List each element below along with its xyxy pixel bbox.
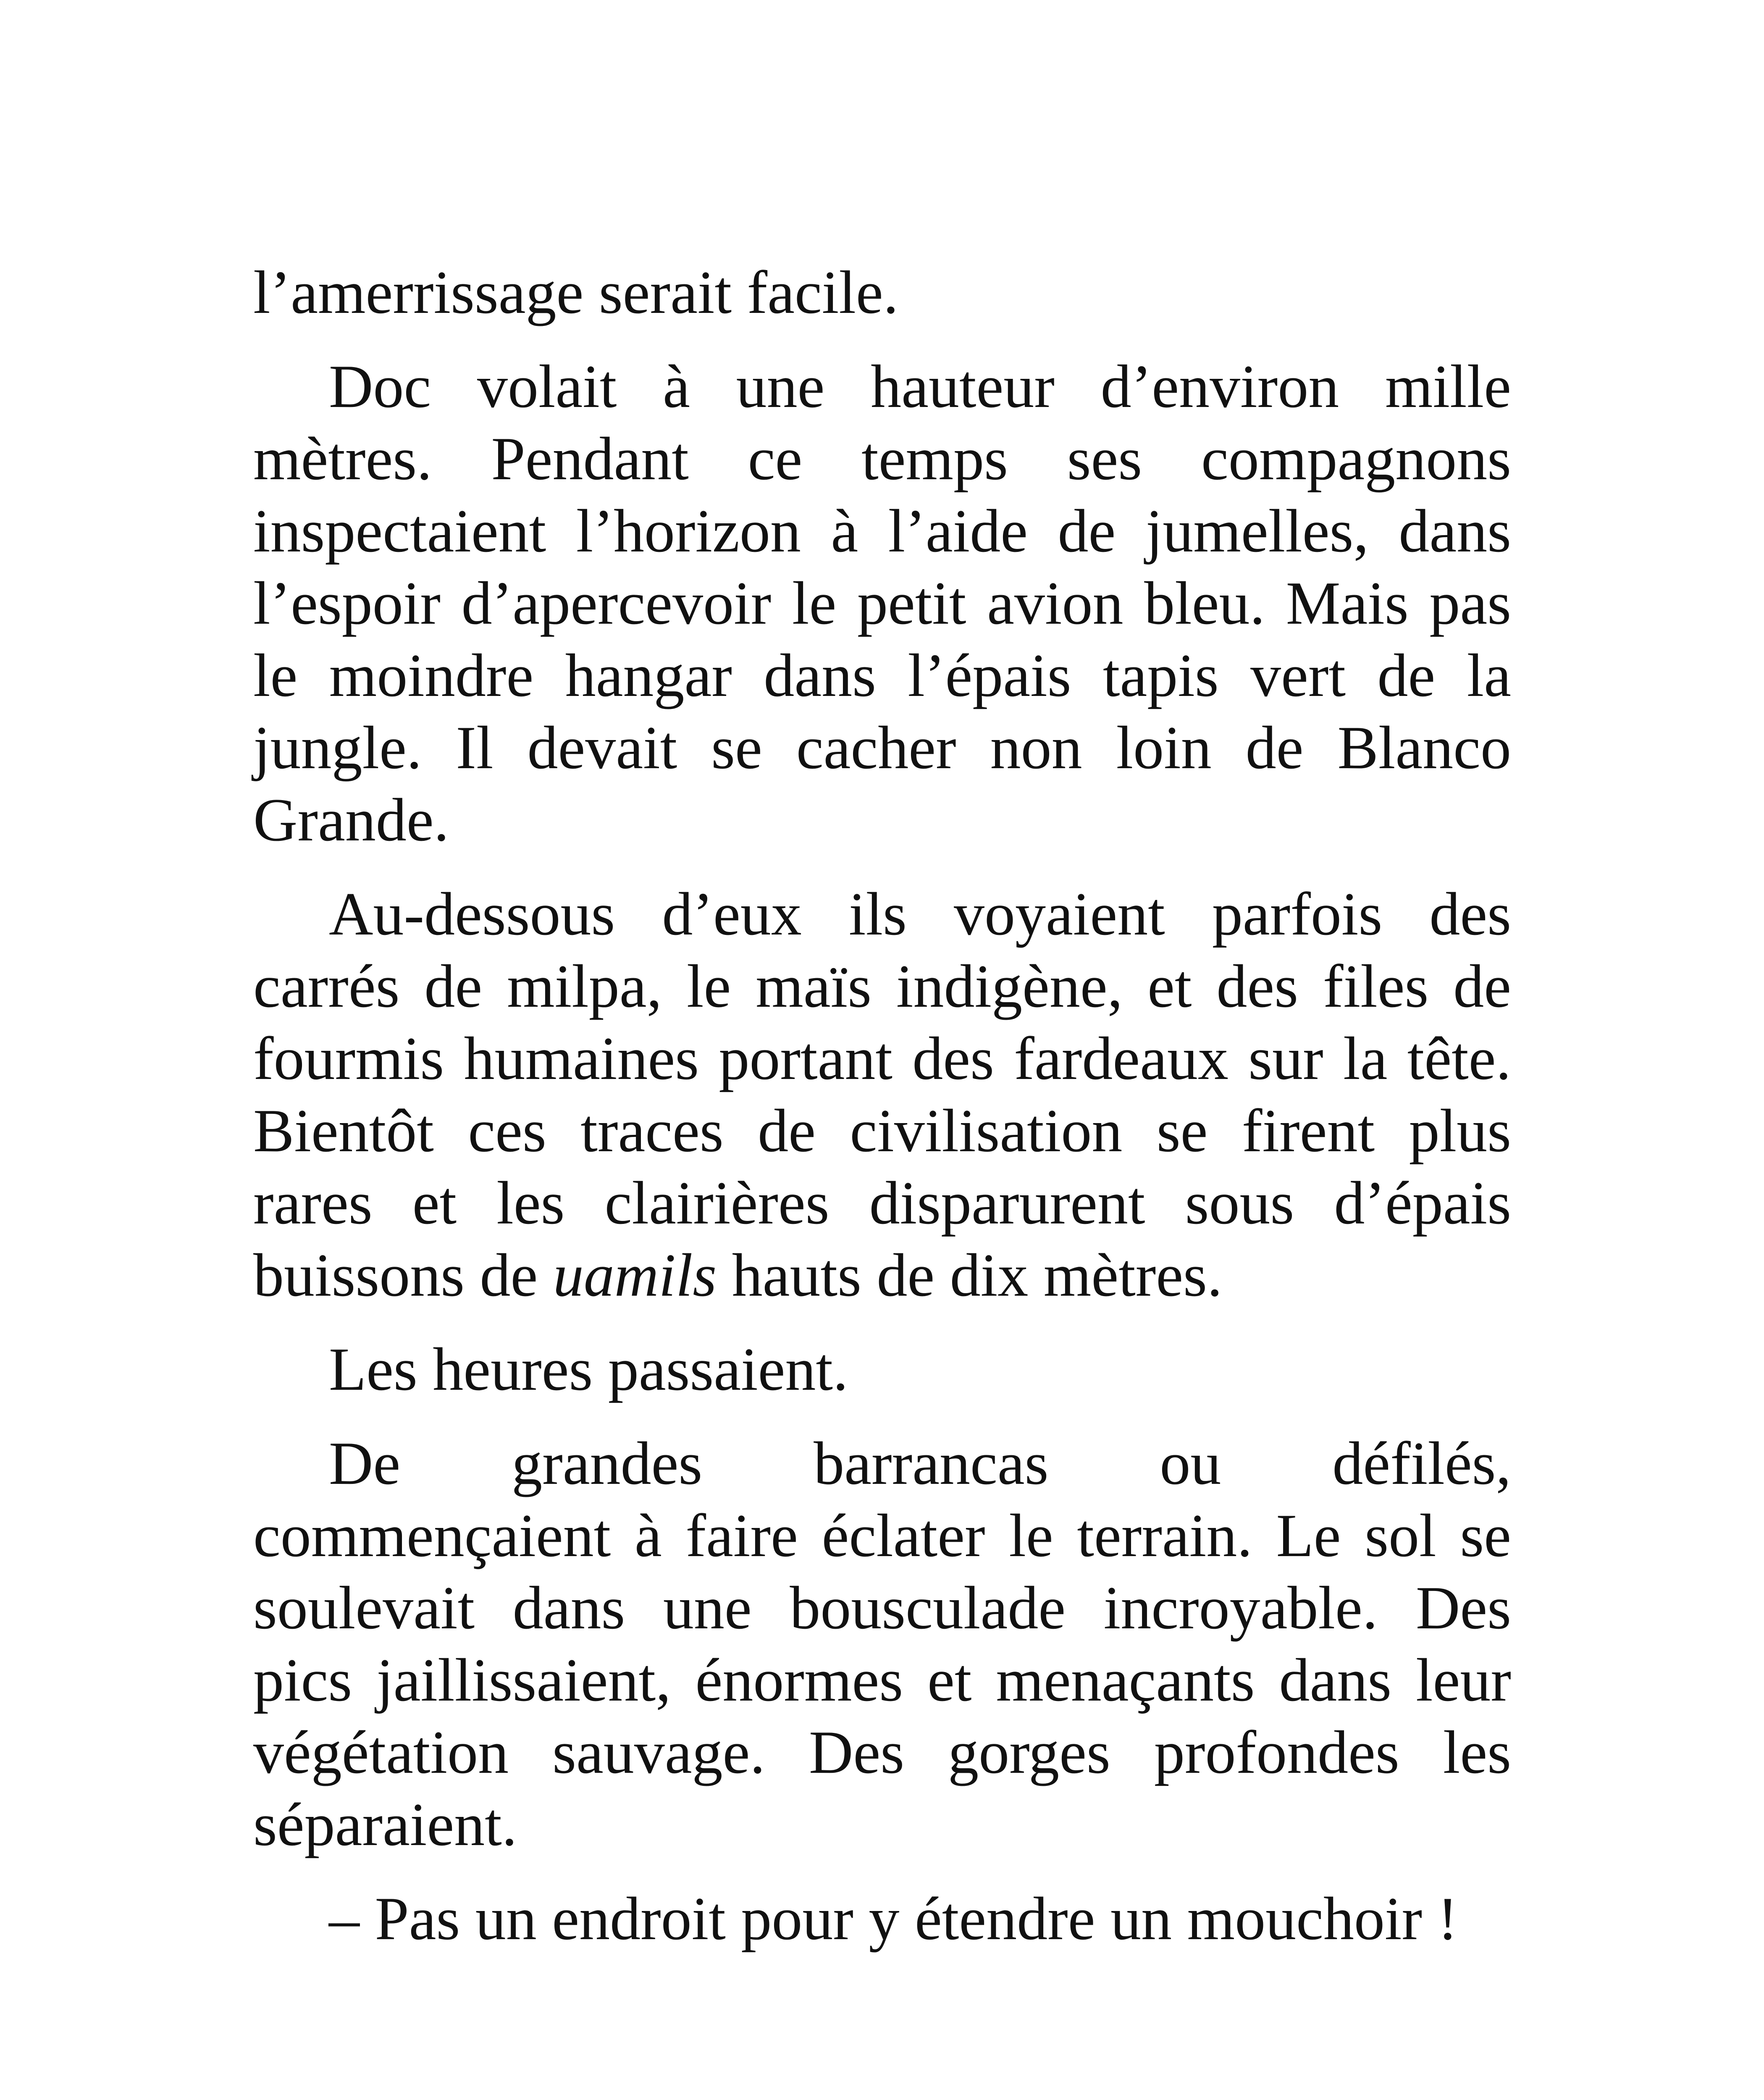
paragraph-3-italic-word: uamils	[553, 1241, 717, 1309]
paragraph-4: Les heures passaient.	[329, 1335, 848, 1403]
paragraph-3-text: Au-dessous d’eux ils voyaient parfois des carrés de milpa, le maïs indigène, et des files de fourmis humaines portant des fardeaux sur la tête. Bientôt ces traces de civilisation se firent plus rares et les clairières disparurent sous d’épais buissons de	[253, 880, 1511, 1309]
paragraph-5	[253, 1427, 1511, 1861]
body-text	[253, 256, 1511, 1955]
paragraph-5-rest: commençaient à faire éclater le terrain. Le sol se soulevait dans une bousculade incroyable. Des pics jaillissaient, énormes et menaçants dans leur végétation sauvage. Des gorges profondes les séparaient.	[253, 1502, 1511, 1858]
paragraph-3-text-end: hauts de dix mètres.	[717, 1241, 1223, 1309]
paragraph-6: – Pas un endroit pour y étendre un mouchoir !	[329, 1885, 1458, 1953]
paragraph-1: l’amerrissage serait facile.	[253, 258, 899, 326]
paragraph-2: Doc volait à une hauteur d’environ mille mètres. Pendant ce temps ses compagnons inspectaient l’horizon à l’aide de jumelles, dans l’espoir d’apercevoir le petit avion bleu. Mais pas le moindre hangar dans l’épais tapis vert de la jungle. Il devait se cacher non loin de Blanco Grande.	[253, 352, 1511, 854]
paragraph-5-first-line: De grandes barrancas ou défilés,	[329, 1429, 1511, 1497]
paragraph-3	[253, 878, 1511, 1311]
